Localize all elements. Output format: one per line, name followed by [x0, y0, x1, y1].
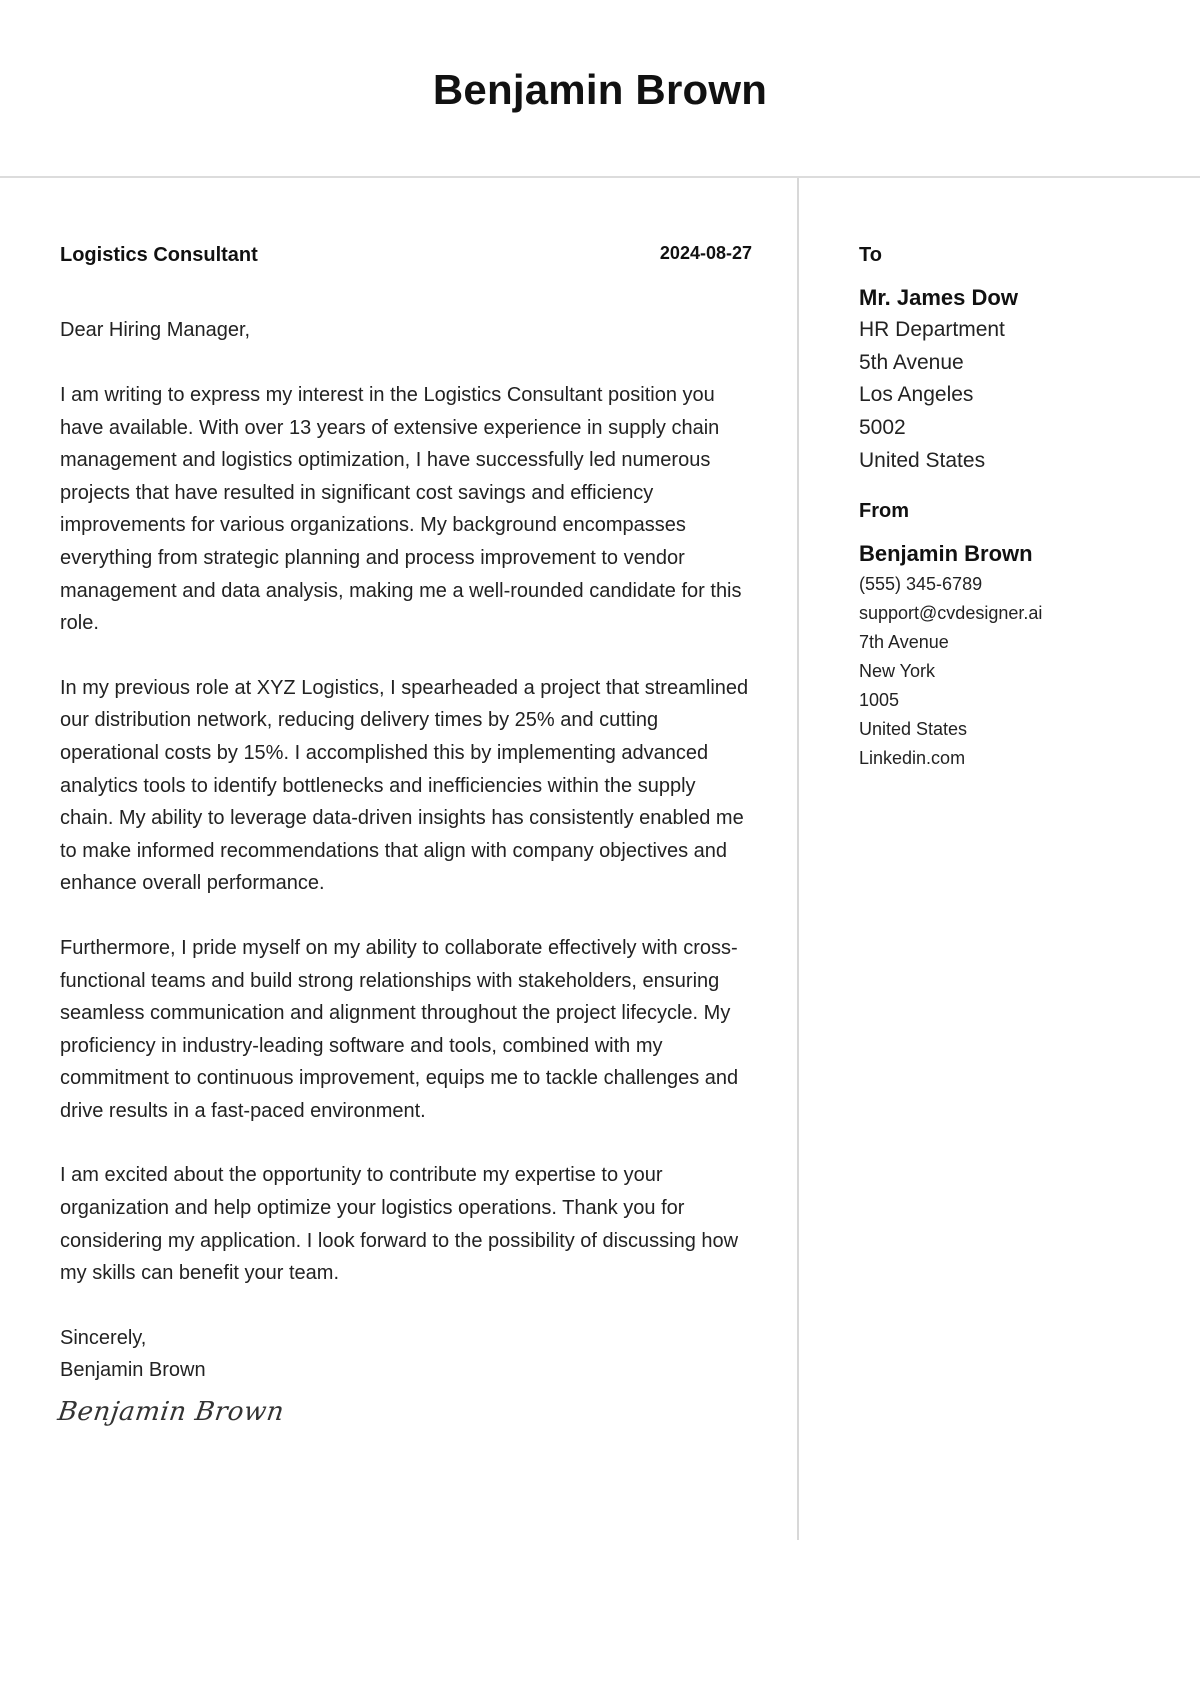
- body-paragraph-3: Furthermore, I pride myself on my ability to collaborate effectively with cross-functional teams and build strong relationships with stakeholders, ensuring seamless communication and alignment throughout the project lifecycle. My proficiency in industry-leading software and tools, combined with my commitment to continuous improvement, equips me to tackle challenges and drive results in a fast-paced environment.: [60, 936, 739, 1122]
- sender-city: New York: [859, 660, 936, 681]
- body-paragraph-4: I am excited about the opportunity to contribute my expertise to your organization and help optimize your logistics operations. Thank you for considering my application. I look forward to the possibility of discussing how my skills can benefit your team.: [60, 1164, 739, 1285]
- page-header: [0, 0, 1200, 178]
- column-divider: [797, 178, 799, 1540]
- recipient-block: [859, 240, 1159, 478]
- handwritten-signature: Benjamin Brown: [55, 1397, 287, 1428]
- job-title: Logistics Consultant: [60, 244, 258, 266]
- applicant-name-heading: Benjamin Brown: [432, 66, 768, 113]
- letter-body: [55, 240, 752, 1428]
- closing-phrase: Sincerely,: [60, 1326, 147, 1349]
- salutation: Dear Hiring Manager,: [60, 319, 251, 341]
- recipient-street: 5th Avenue: [859, 350, 964, 374]
- closing-name: Benjamin Brown: [60, 1359, 206, 1382]
- to-label: To: [859, 244, 882, 266]
- recipient-department: HR Department: [859, 318, 1005, 341]
- recipient-country: United States: [859, 448, 986, 472]
- address-sidebar: [859, 240, 1159, 773]
- sender-website: Linkedin.com: [859, 747, 966, 768]
- recipient-postal-code: 5002: [859, 416, 906, 440]
- sender-email: support@cvdesigner.ai: [859, 602, 1043, 623]
- sender-phone: (555) 345-6789: [859, 573, 983, 594]
- sender-name: Benjamin Brown: [859, 540, 1033, 566]
- closing-block: [60, 1322, 752, 1387]
- sender-postal-code: 1005: [859, 689, 900, 710]
- recipient-city: Los Angeles: [859, 383, 974, 407]
- sender-block: [859, 496, 1159, 773]
- sender-street: 7th Avenue: [859, 631, 949, 652]
- body-paragraph-1: I am writing to express my interest in the Logistics Consultant position you have available. With over 13 years of extensive experience in supply chain management and logistics optimization, I have successfully led numerous projects that have resulted in significant cost savings and efficiency improvements for various organizations. My background encompasses everything from strategic planning and process improvement to vendor management and data analysis, making me a well-rounded candidate for this role.: [60, 384, 742, 635]
- letter-date: 2024-08-27: [659, 243, 752, 263]
- sender-country: United States: [859, 718, 968, 739]
- recipient-name: Mr. James Dow: [859, 285, 1018, 310]
- body-paragraph-2: In my previous role at XYZ Logistics, I spearheaded a project that streamlined our distribution network, reducing delivery times by 25% and cutting operational costs by 15%. I accomplished this by implementing advanced analytics tools to identify bottlenecks and inefficiencies within the supply chain. My ability to leverage data-driven insights has consistently enabled me to make informed recommendations that align with company objectives and enhance overall performance.: [60, 676, 749, 895]
- letter-head: [60, 240, 752, 280]
- from-label: From: [859, 499, 909, 522]
